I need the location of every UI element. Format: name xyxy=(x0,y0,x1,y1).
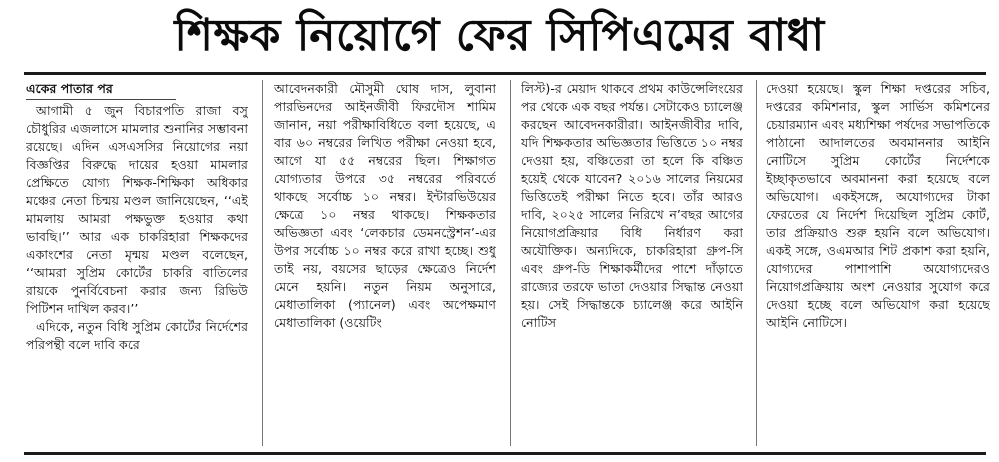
paragraph: দেওয়া হয়েছে। স্কুল শিক্ষা দপ্তরের সচিব, দপ্তরের কমিশনার, স্কুল সার্ভিস কমিশনের চেয়ারম্যান এবং মধ্যশিক্ষা পর্ষদের সভাপতিকে পাঠানো আদালতের অবমাননার আইনি নোটিসে সুপ্রিম কোর্টের নির্দেশকে ইচ্ছাকৃতভাবে অবমাননা করা হয়েছে বলে অভিযোগ। একইসঙ্গে, অযোগ্যদের টাকা ফেরতের যে নির্দেশ দিয়েছিল সুপ্রিম কোর্ট, তার প্রক্রিয়াও শুরু হয়নি বলে অভিযোগ। একই সঙ্গে, ওএমআর শিট প্রকাশ করা হয়নি, যোগ্যদের পাশাপাশি অযোগ্যদেরও নিয়োগপ্রক্রিয়ায় অংশ নেওয়ার সুযোগ করে দেওয়া হচ্ছে বলে অভিযোগ করা হয়েছে আইনি নোটিসে। xyxy=(766,81,990,330)
column-divider xyxy=(262,80,263,446)
continued-from-page-one-kicker: একের পাতার পর xyxy=(26,81,113,96)
kicker-underline xyxy=(26,99,176,100)
article-column-4 xyxy=(766,80,990,446)
paragraph: লিস্ট)-র মেয়াদ থাকবে প্রথম কাউন্সেলিংয়ের পর থেকে এক বছর পর্যন্ত। সেটাকেও চ্যালেঞ্জ করছেন আবেদনকারীরা। আইনজীবীর দাবি, যদি শিক্ষকতার অভিজ্ঞতার ভিত্তিতে ১০ নম্বর দেওয়া হয়, বঞ্চিতেরা তা হলে কি বঞ্চিত হয়েই থেকে যাবেন? ২০১৬ সালের নিয়মের ভিত্তিতেই পরীক্ষা নিতে হবে। তাঁর আরও দাবি, ২০২৫ সালের নিরিখে ন’বছর আগের নিয়োগপ্রক্রিয়ার বিধি নির্ধারণ করা অযৌক্তিক। অন্যদিকে, চাকরিহারা গ্রুপ-সি এবং গ্রুপ-ডি শিক্ষাকর্মীদের পাশে দাঁড়াতে রাজ্যের তরফে ভাতা দেওয়ার সিদ্ধান্ত নেওয়া হয়। সেই সিদ্ধান্তকে চ্যালেঞ্জ করে আইনি নোটিস xyxy=(521,81,743,330)
bottom-rule xyxy=(24,452,986,455)
column-divider xyxy=(756,80,757,446)
top-rule xyxy=(24,72,986,75)
paragraph: এদিকে, নতুন বিধি সুপ্রিম কোর্টের নির্দেশের পরিপন্থী বলে দাবি করে xyxy=(26,319,248,352)
paragraph: আগামী ৫ জুন বিচারপতি রাজা বসু চৌধুরির এজলাসে মামলার শুনানির সম্ভাবনা রয়েছে। এদিন এসএসসির নিয়োগের নয়া বিজ্ঞপ্তির বিরুদ্ধে দায়ের হওয়া মামলার প্রেক্ষিতে যোগ্য শিক্ষক-শিক্ষিকা অধিকার মঞ্চের নেতা চিন্ময় মণ্ডল জানিয়েছেন, ‘‘এই মামলায় আমরা পক্ষভুক্ত হওয়ার কথা ভাবছি।’’ আর এক চাকরিহারা শিক্ষকদের একাংশের নেতা মৃন্ময় মণ্ডল বলেছেন, ‘‘আমরা সুপ্রিম কোর্টের চাকরি বাতিলের রায়কে পুনর্বিবেচনা করার জন্য রিভিউ পিটিশন দাখিল করব।’’ xyxy=(26,103,248,316)
article-column-3 xyxy=(521,80,743,446)
article-column-1 xyxy=(26,80,248,446)
article-column-2 xyxy=(274,80,496,446)
column-divider xyxy=(510,80,511,446)
paragraph: আবেদনকারী মৌসুমী ঘোষ দাস, লুবানা পারভিনদের আইনজীবী ফিরদৌস শামিম জানান, নয়া পরীক্ষাবিধিতে বলা হয়েছে, এ বার ৬০ নম্বরের লিখিত পরীক্ষা নেওয়া হবে, আগে যা ৫৫ নম্বরের ছিল। শিক্ষাগত যোগ্যতার উপরে ৩৫ নম্বরের পরিবর্তে থাকছে সর্বোচ্চ ১০ নম্বর। ইন্টারভিউয়ের ক্ষেত্রে ১০ নম্বর থাকছে। শিক্ষকতার অভিজ্ঞতা এবং ‘লেকচার ডেমনস্ট্রেশন’-এর উপর সর্বোচ্চ ১০ নম্বর করে রাখা হচ্ছে। শুধু তাই নয়, বয়সের ছাড়ের ক্ষেত্রেও নির্দেশ মেনে হয়নি। নতুন নিয়ম অনুসারে, মেধাতালিকা (প্যানেল) এবং অপেক্ষমাণ মেধাতালিকা (ওয়েটিং xyxy=(274,81,496,330)
headline: শিক্ষক নিয়োগে ফের সিপিএমের বাধা xyxy=(174,10,825,61)
